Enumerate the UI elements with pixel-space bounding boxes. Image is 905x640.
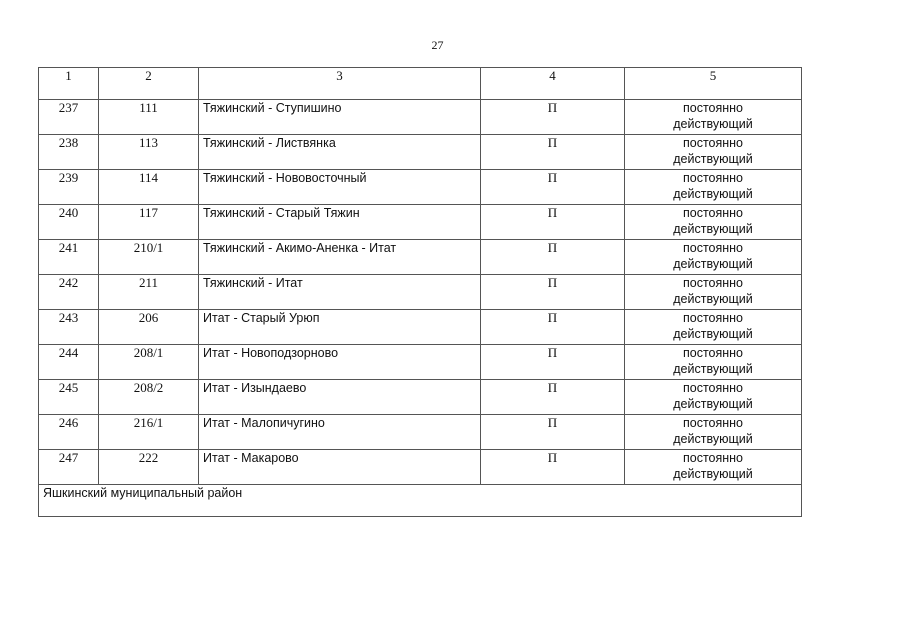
route-type-cell: П bbox=[481, 345, 625, 380]
route-type-cell: П bbox=[481, 135, 625, 170]
route-code-cell: 211 bbox=[99, 275, 199, 310]
route-status-text: постоянно bbox=[682, 136, 744, 150]
table-row bbox=[39, 380, 802, 415]
route-status-text: действующий bbox=[673, 362, 753, 376]
route-type-cell: П bbox=[481, 275, 625, 310]
route-status-text: действующий bbox=[673, 292, 753, 306]
route-code-cell: 113 bbox=[99, 135, 199, 170]
table-row bbox=[39, 345, 802, 380]
column-header-3: 3 bbox=[199, 68, 481, 100]
route-status-cell bbox=[625, 415, 802, 450]
table-row bbox=[39, 310, 802, 345]
route-type-cell: П bbox=[481, 380, 625, 415]
route-name-cell: Тяжинский - Акимо-Аненка - Итат bbox=[199, 240, 481, 275]
route-name-cell: Итат - Новоподзорново bbox=[199, 345, 481, 380]
route-status-cell bbox=[625, 100, 802, 135]
route-code-cell: 216/1 bbox=[99, 415, 199, 450]
header-row bbox=[39, 68, 802, 100]
route-status-text: постоянно bbox=[682, 311, 744, 325]
table-row bbox=[39, 170, 802, 205]
route-status-text: действующий bbox=[673, 327, 753, 341]
route-status-text: действующий bbox=[673, 432, 753, 446]
route-status-text: постоянно bbox=[682, 416, 744, 430]
route-status-text: действующий bbox=[673, 187, 753, 201]
route-name-cell: Итат - Макарово bbox=[199, 450, 481, 485]
column-header-1: 1 bbox=[39, 68, 99, 100]
route-code-cell: 117 bbox=[99, 205, 199, 240]
route-status-text: постоянно bbox=[682, 101, 744, 115]
route-status-cell bbox=[625, 275, 802, 310]
route-type-cell: П bbox=[481, 170, 625, 205]
route-status-cell bbox=[625, 135, 802, 170]
row-number-cell: 244 bbox=[39, 345, 99, 380]
route-name-cell: Тяжинский - Нововосточный bbox=[199, 170, 481, 205]
column-header-2: 2 bbox=[99, 68, 199, 100]
page-number: 27 bbox=[431, 38, 444, 52]
row-number-cell: 238 bbox=[39, 135, 99, 170]
row-number-cell: 240 bbox=[39, 205, 99, 240]
route-code-cell: 111 bbox=[99, 100, 199, 135]
route-status-text: постоянно bbox=[682, 276, 744, 290]
routes-table bbox=[38, 67, 802, 517]
table-row bbox=[39, 240, 802, 275]
route-status-text: постоянно bbox=[682, 241, 744, 255]
table-row bbox=[39, 275, 802, 310]
column-header-5: 5 bbox=[625, 68, 802, 100]
row-number-cell: 246 bbox=[39, 415, 99, 450]
route-status-text: действующий bbox=[673, 257, 753, 271]
row-number-cell: 237 bbox=[39, 100, 99, 135]
route-status-text: действующий bbox=[673, 117, 753, 131]
route-status-text: действующий bbox=[673, 152, 753, 166]
route-status-text: постоянно bbox=[682, 346, 744, 360]
route-code-cell: 208/2 bbox=[99, 380, 199, 415]
route-status-cell bbox=[625, 450, 802, 485]
route-status-text: постоянно bbox=[682, 206, 744, 220]
column-header-4: 4 bbox=[481, 68, 625, 100]
route-name-cell: Итат - Старый Урюп bbox=[199, 310, 481, 345]
route-status-cell bbox=[625, 380, 802, 415]
route-code-cell: 114 bbox=[99, 170, 199, 205]
section-label: Яшкинский муниципальный район bbox=[39, 485, 802, 517]
row-number-cell: 247 bbox=[39, 450, 99, 485]
route-status-text: постоянно bbox=[682, 381, 744, 395]
row-number-cell: 242 bbox=[39, 275, 99, 310]
row-number-cell: 241 bbox=[39, 240, 99, 275]
route-type-cell: П bbox=[481, 240, 625, 275]
route-status-text: действующий bbox=[673, 397, 753, 411]
route-status-cell bbox=[625, 240, 802, 275]
route-name-cell: Тяжинский - Ступишино bbox=[199, 100, 481, 135]
route-code-cell: 206 bbox=[99, 310, 199, 345]
table-row bbox=[39, 205, 802, 240]
route-code-cell: 208/1 bbox=[99, 345, 199, 380]
route-status-text: постоянно bbox=[682, 451, 744, 465]
row-number-cell: 245 bbox=[39, 380, 99, 415]
route-status-text: действующий bbox=[673, 467, 753, 481]
route-status-text: действующий bbox=[673, 222, 753, 236]
route-code-cell: 210/1 bbox=[99, 240, 199, 275]
table-row bbox=[39, 100, 802, 135]
section-row bbox=[39, 485, 802, 517]
route-name-cell: Тяжинский - Листвянка bbox=[199, 135, 481, 170]
route-type-cell: П bbox=[481, 205, 625, 240]
route-status-cell bbox=[625, 205, 802, 240]
route-name-cell: Тяжинский - Итат bbox=[199, 275, 481, 310]
route-name-cell: Итат - Малопичугино bbox=[199, 415, 481, 450]
route-name-cell: Тяжинский - Старый Тяжин bbox=[199, 205, 481, 240]
route-type-cell: П bbox=[481, 450, 625, 485]
table-row bbox=[39, 415, 802, 450]
table-row bbox=[39, 135, 802, 170]
route-status-cell bbox=[625, 310, 802, 345]
route-status-cell bbox=[625, 170, 802, 205]
route-type-cell: П bbox=[481, 310, 625, 345]
route-name-cell: Итат - Изындаево bbox=[199, 380, 481, 415]
route-code-cell: 222 bbox=[99, 450, 199, 485]
route-type-cell: П bbox=[481, 100, 625, 135]
table-row bbox=[39, 450, 802, 485]
route-type-cell: П bbox=[481, 415, 625, 450]
row-number-cell: 243 bbox=[39, 310, 99, 345]
route-status-cell bbox=[625, 345, 802, 380]
route-status-text: постоянно bbox=[682, 171, 744, 185]
row-number-cell: 239 bbox=[39, 170, 99, 205]
